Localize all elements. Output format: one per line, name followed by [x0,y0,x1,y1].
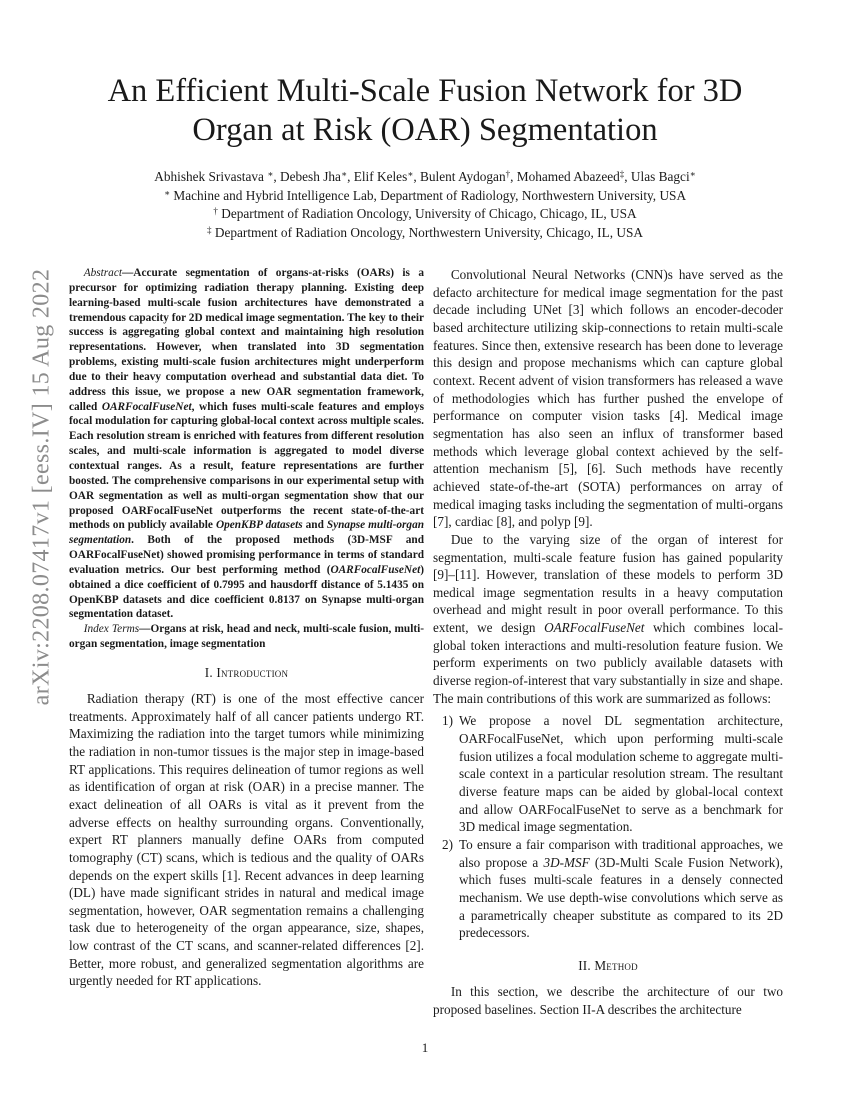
abstract-label: Abstract [83,267,122,279]
affiliation-mark: ‡ [207,224,212,235]
list-item [433,836,783,942]
affiliation-mark: † [505,169,511,179]
abstract-emphasis: OARFocalFuseNet [330,563,421,576]
affiliation-mark: † [213,206,218,216]
author-name: , Mohamed Abazeed [510,169,620,184]
method-paragraph: In this section, we describe the architecture of our two proposed baselines. Section II-A describes the architecture [433,983,783,1017]
author-name: , Ulas Bagci [624,169,690,184]
abstract-text: . Both of the proposed methods (3D-MSF and OARFocalFuseNet) showed promising performance in terms of standard evaluation metrics. Our best performing method ( [69,534,424,576]
affiliation-text: Department of Radiation Oncology, Northwestern University, Chicago, IL, USA [211,224,643,240]
abstract-text: and [302,519,327,532]
section-number: II. [578,957,595,973]
abstract [69,266,424,622]
contributions-list [433,712,783,942]
section-number: I. [204,664,217,680]
affiliation-text: Department of Radiation Oncology, University of Chicago, Chicago, IL, USA [217,206,637,221]
affiliation-mark: ∗ [407,169,414,179]
abstract-text: ) obtained a dice coefficient of 0.7995 and hausdorff distance of 5.1435 on OpenKBP datasets and dice coefficient 0.8137 on Synapse multi-organ segmentation dataset. [69,563,424,621]
list-item [433,712,783,836]
index-terms-label: Index Terms [83,623,140,636]
paragraph-emphasis: OARFocalFuseNet [544,620,645,636]
affiliation-1 [0,187,850,206]
right-column [433,266,783,1018]
abstract-text: , which fuses multi-scale features and employs focal modulation for capturing global-local context across multiple scales. Each resolution stream is enriched with features from different resolution scales, and multi-scale information is aggregated to model diverse contextual ranges. As a result, feature representations are further boosted. The comprehensive comparisons in our experimental setup with OAR segmentation as well as multi-organ segmentation show that our proposed OARFocalFuseNet outperforms the recent state-of-the-art methods on publicly available [69,400,424,532]
abstract-text: —Accurate segmentation of organs-at-risks (OARs) is a precursor for optimizing radiation therapy planning. Existing deep learning-based multi-scale fusion architectures have demonstrated a tremendous capacity for 2D medical image segmentation. The key to their success is aggregating global context and maintaining high resolution representations. However, when translated into 3D segmentation problems, existing multi-scale fusion architectures might underperform due to their heavy computation overhead and substantial data diet. To address this issue, we propose a new OAR segmentation framework, called [69,267,424,413]
affiliation-mark: ∗ [689,169,696,179]
section-heading-method [433,958,783,974]
affiliation-mark: ‡ [619,169,625,179]
body-paragraph [433,531,783,708]
author-name: Abhishek Srivastava [154,169,268,184]
left-column [69,266,424,990]
list-text: (3D-Multi Scale Fusion Network), which fuses multi-scale features in a densely connected mechanism. We use depth-wise convolutions which serve as a parametrically cheaper substitute as compared to its 2D predecessors. [459,854,783,941]
list-text: We propose a novel DL segmentation architecture, OARFocalFuseNet, which upon performing multi-scale fusion utilizes a focal modulation scheme to aggregate multi-scale context in a particular resolution stream. The resultant diverse feature maps can be aided by global-local context and allow OARFocalFuseNet to serve as a benchmark for 3D medical image segmentation. [459,713,783,835]
list-number: 2) [442,837,453,852]
affiliation-mark: ∗ [267,169,274,179]
section-title: Introduction [216,664,289,680]
affiliation-2 [0,205,850,224]
section-heading-introduction [69,665,424,681]
affiliation-mark: ∗ [163,187,171,198]
abstract-emphasis: Synapse multi-organ segmentation [69,519,424,547]
author-name: , Debesh Jha [273,169,341,184]
list-emphasis: 3D-MSF [543,854,590,870]
title-line-2: Organ at Risk (OAR) Segmentation [192,112,658,148]
arxiv-side-stamp [17,268,67,706]
author-name: , Elif Keles [347,169,408,184]
abstract-emphasis: OARFocalFuseNet [101,400,192,413]
list-number: 1) [442,713,453,729]
abstract-emphasis: OpenKBP datasets [215,519,303,532]
paragraph-text: which combines local-global token interactions and multi-resolution feature fusion. We perform experiments on two publicly available datasets with diverse region-of-interest that vary substantially in size and shape. The main contributions of this work are summarized as follows: [433,620,783,706]
affiliation-3 [0,224,850,243]
title-line-1: An Efficient Multi-Scale Fusion Network for 3D [107,73,743,109]
author-block [0,168,850,242]
affiliation-text: Machine and Hybrid Intelligence Lab, Department of Radiology, Northwestern University, USA [170,187,687,203]
list-text: To ensure a fair comparison with traditional approaches, we also propose a [459,837,783,870]
arxiv-identifier: arXiv:2208.07417v1 [eess.IV] 15 Aug 2022 [28,268,55,706]
index-terms [69,622,424,652]
section-title: Method [594,957,638,973]
affiliation-mark: ∗ [340,169,348,179]
paper-title [0,72,850,150]
page-number: 1 [421,1040,429,1055]
paragraph-text: Due to the varying size of the organ of interest for segmentation, multi-scale feature fusion has gained popularity [9]–[11]. However, translation of these models to perform 3D medical image segmentation results in a heavy computation overhead and might result in poor overall performance. To this extent, we design [433,531,783,636]
author-name: , Bulent Aydogan [413,169,506,184]
body-paragraph: Convolutional Neural Networks (CNN)s have served as the defacto architecture for medical image segmentation for the past decade including UNet [3] which follows an encoder-decoder based architecture utilizing skip-connections to retain multi-scale features. Since then, extensive research has been done to leverage this design and propose mechanisms which can capture global context. Recent advent of vision transformers has released a wave of methodologies which has further pushed the envelope of performance on computer vision tasks [4]. Medical image segmentation has also seen an influx of transformer based methods which leverage global context achieved by the self-attention mechanism [5], [6]. Such methods have recently achieved state-of-the-art (SOTA) performances on array of medical imaging tasks including the segmentation of multi-organs [7], cardiac [8], and polyp [9]. [433,267,783,530]
author-list [0,168,850,187]
index-terms-text: —Organs at risk, head and neck, multi-scale fusion, multi-organ segmentation, image segmentation [69,623,424,651]
intro-paragraph: Radiation therapy (RT) is one of the most effective cancer treatments. Approximately half of all cancer patients undergo RT. Maximizing the radiation into the target tumors while minimizing the radiation in non-tumor tissues is the major step in image-based RT applications. This requires delineation of tumor regions as well as identification of organ at risk (OAR) in a precise manner. The exact delineation of all OARs is vital as it prevent from the adverse effects on healthy surrounding organs. Conventionally, expert RT planners manually define OARs from computed tomography (CT) scans, which is tedious and the quality of OARs depends on the expert skills [1]. Recent advances in deep learning (DL) have made significant strides in natural and medical image segmentation, however, OAR segmentation remains a challenging task due to heterogeneity of the organ appearance, size, shapes, low contrast of the CT scans, and scanner-related differences [2]. Better, more robust, and generalized segmentation algorithms are urgently needed for RT applications. [69,690,424,989]
